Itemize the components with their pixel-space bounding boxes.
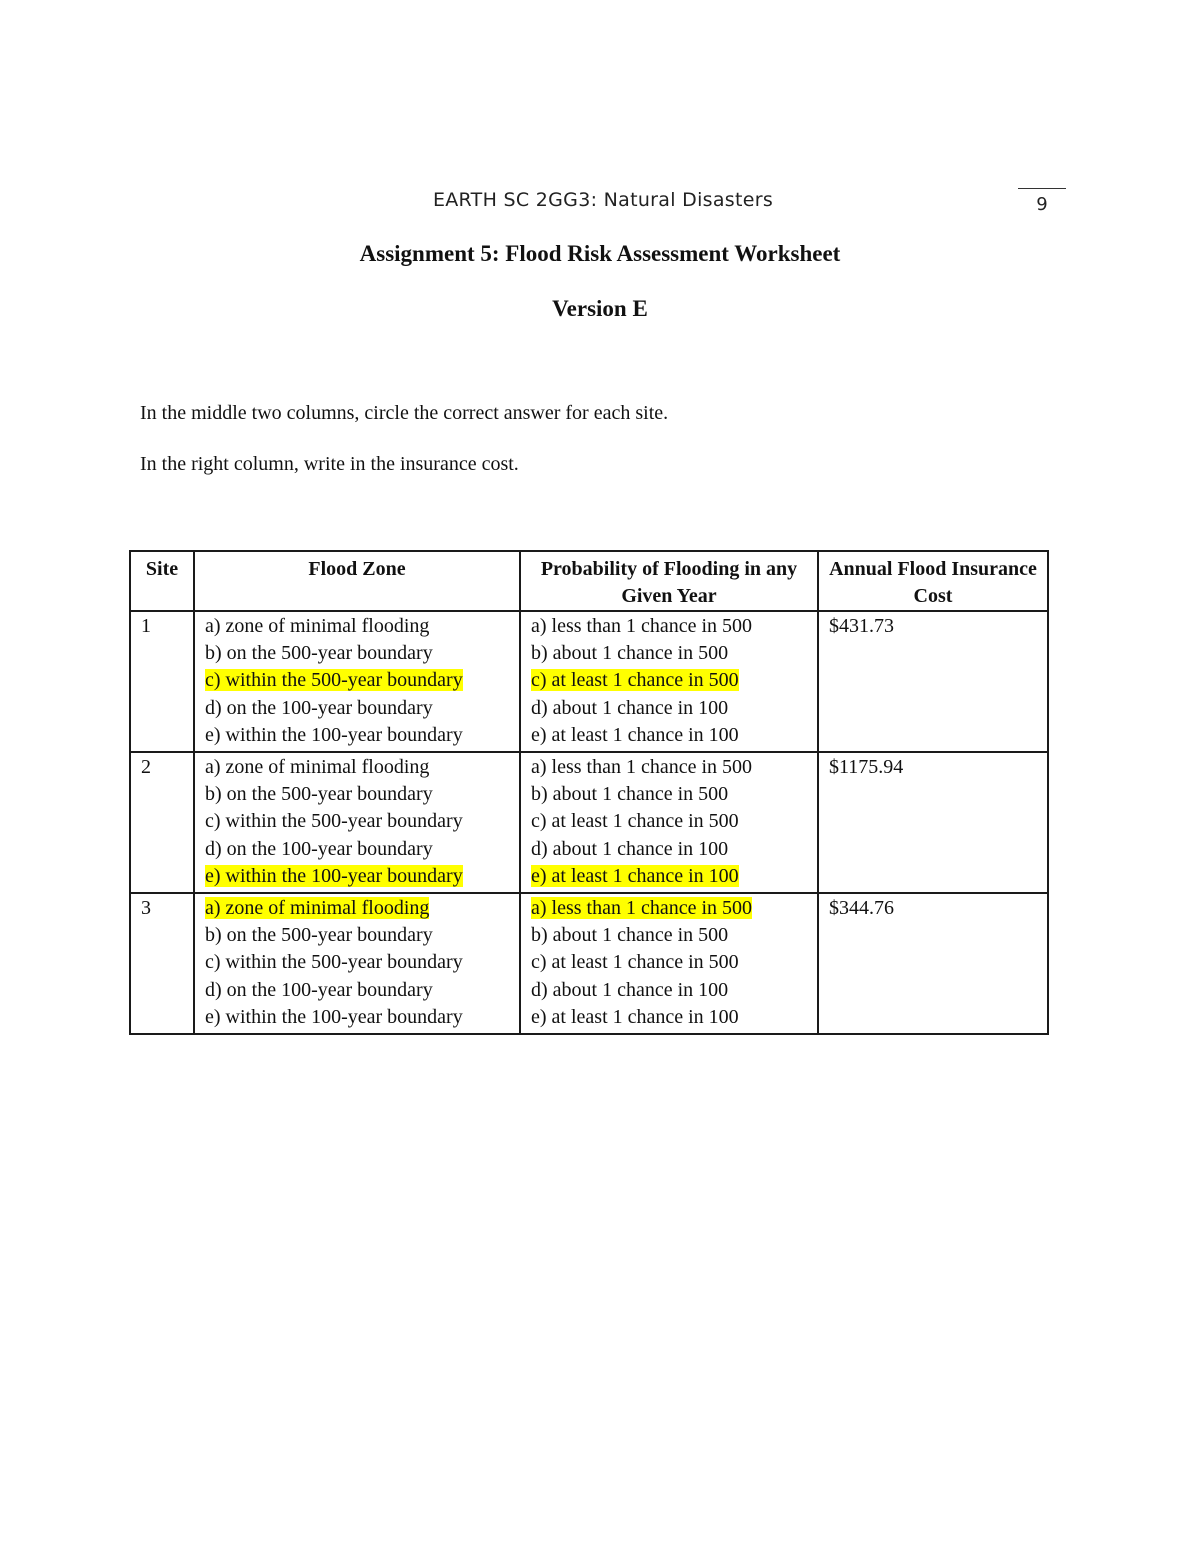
header-insurance-cost: Annual Flood Insurance Cost (818, 551, 1048, 611)
flood-zone-option[interactable]: a) zone of minimal flooding (205, 756, 430, 779)
probability-option[interactable]: d) about 1 chance in 100 (531, 978, 729, 1001)
probability-option[interactable]: e) at least 1 chance in 100 (531, 723, 739, 746)
flood-zone-option[interactable]: c) within the 500-year boundary (205, 810, 463, 833)
table-row (130, 893, 1048, 1034)
table-row (130, 752, 1048, 893)
course-header: EARTH SC 2GG3: Natural Disasters (432, 189, 774, 211)
flood-zone-option[interactable]: e) within the 100-year boundary (205, 723, 463, 746)
flood-zone-option[interactable]: a) zone of minimal flooding (205, 615, 430, 637)
flood-zone-option[interactable]: d) on the 100-year boundary (205, 696, 433, 719)
insurance-cost: $431.73 (818, 611, 1048, 752)
probability-cell (520, 752, 818, 893)
table-row (130, 611, 1048, 752)
probability-option[interactable]: a) less than 1 chance in 500 (531, 615, 753, 637)
probability-option[interactable]: b) about 1 chance in 500 (531, 642, 729, 665)
table-header-row (130, 551, 1048, 611)
insurance-cost: $1175.94 (818, 752, 1048, 893)
site-number: 2 (130, 752, 194, 893)
probability-option[interactable]: c) at least 1 chance in 500 (531, 951, 739, 974)
probability-option[interactable]: b) about 1 chance in 500 (531, 924, 729, 947)
probability-option[interactable]: e) at least 1 chance in 100 (531, 864, 739, 887)
header-probability: Probability of Flooding in any Given Year (520, 551, 818, 611)
probability-option[interactable]: a) less than 1 chance in 500 (531, 897, 753, 920)
probability-option[interactable]: d) about 1 chance in 100 (531, 696, 729, 719)
probability-option[interactable]: b) about 1 chance in 500 (531, 783, 729, 806)
version-label: Version E (552, 296, 648, 321)
header-flood-zone: Flood Zone (194, 551, 520, 611)
probability-cell (520, 893, 818, 1034)
flood-zone-option[interactable]: c) within the 500-year boundary (205, 669, 463, 692)
probability-option[interactable]: c) at least 1 chance in 500 (531, 669, 739, 692)
flood-zone-option[interactable]: b) on the 500-year boundary (205, 642, 433, 665)
flood-zone-cell (194, 752, 520, 893)
table-body (130, 611, 1048, 1034)
flood-zone-option[interactable]: e) within the 100-year boundary (205, 1005, 463, 1028)
site-number: 3 (130, 893, 194, 1034)
page-title: Assignment 5: Flood Risk Assessment Worksheet (359, 241, 841, 266)
flood-zone-option[interactable]: d) on the 100-year boundary (205, 978, 433, 1001)
flood-zone-option[interactable]: a) zone of minimal flooding (205, 897, 430, 920)
flood-zone-option[interactable]: c) within the 500-year boundary (205, 951, 463, 974)
site-number: 1 (130, 611, 194, 752)
page-number: 9 (1036, 194, 1048, 215)
flood-zone-cell (194, 893, 520, 1034)
flood-zone-option[interactable]: e) within the 100-year boundary (205, 864, 463, 887)
insurance-cost: $344.76 (818, 893, 1048, 1034)
instruction-circle: In the middle two columns, circle the correct answer for each site. (140, 402, 669, 424)
flood-risk-table (129, 550, 1049, 1035)
probability-option[interactable]: c) at least 1 chance in 500 (531, 810, 739, 833)
probability-option[interactable]: d) about 1 chance in 100 (531, 837, 729, 860)
probability-option[interactable]: a) less than 1 chance in 500 (531, 756, 753, 779)
probability-cell (520, 611, 818, 752)
flood-zone-option[interactable]: d) on the 100-year boundary (205, 837, 433, 860)
probability-option[interactable]: e) at least 1 chance in 100 (531, 1005, 739, 1028)
flood-zone-option[interactable]: b) on the 500-year boundary (205, 783, 433, 806)
instruction-insurance: In the right column, write in the insurance cost. (140, 453, 519, 475)
header-site: Site (130, 551, 194, 611)
flood-zone-cell (194, 611, 520, 752)
flood-zone-option[interactable]: b) on the 500-year boundary (205, 924, 433, 947)
